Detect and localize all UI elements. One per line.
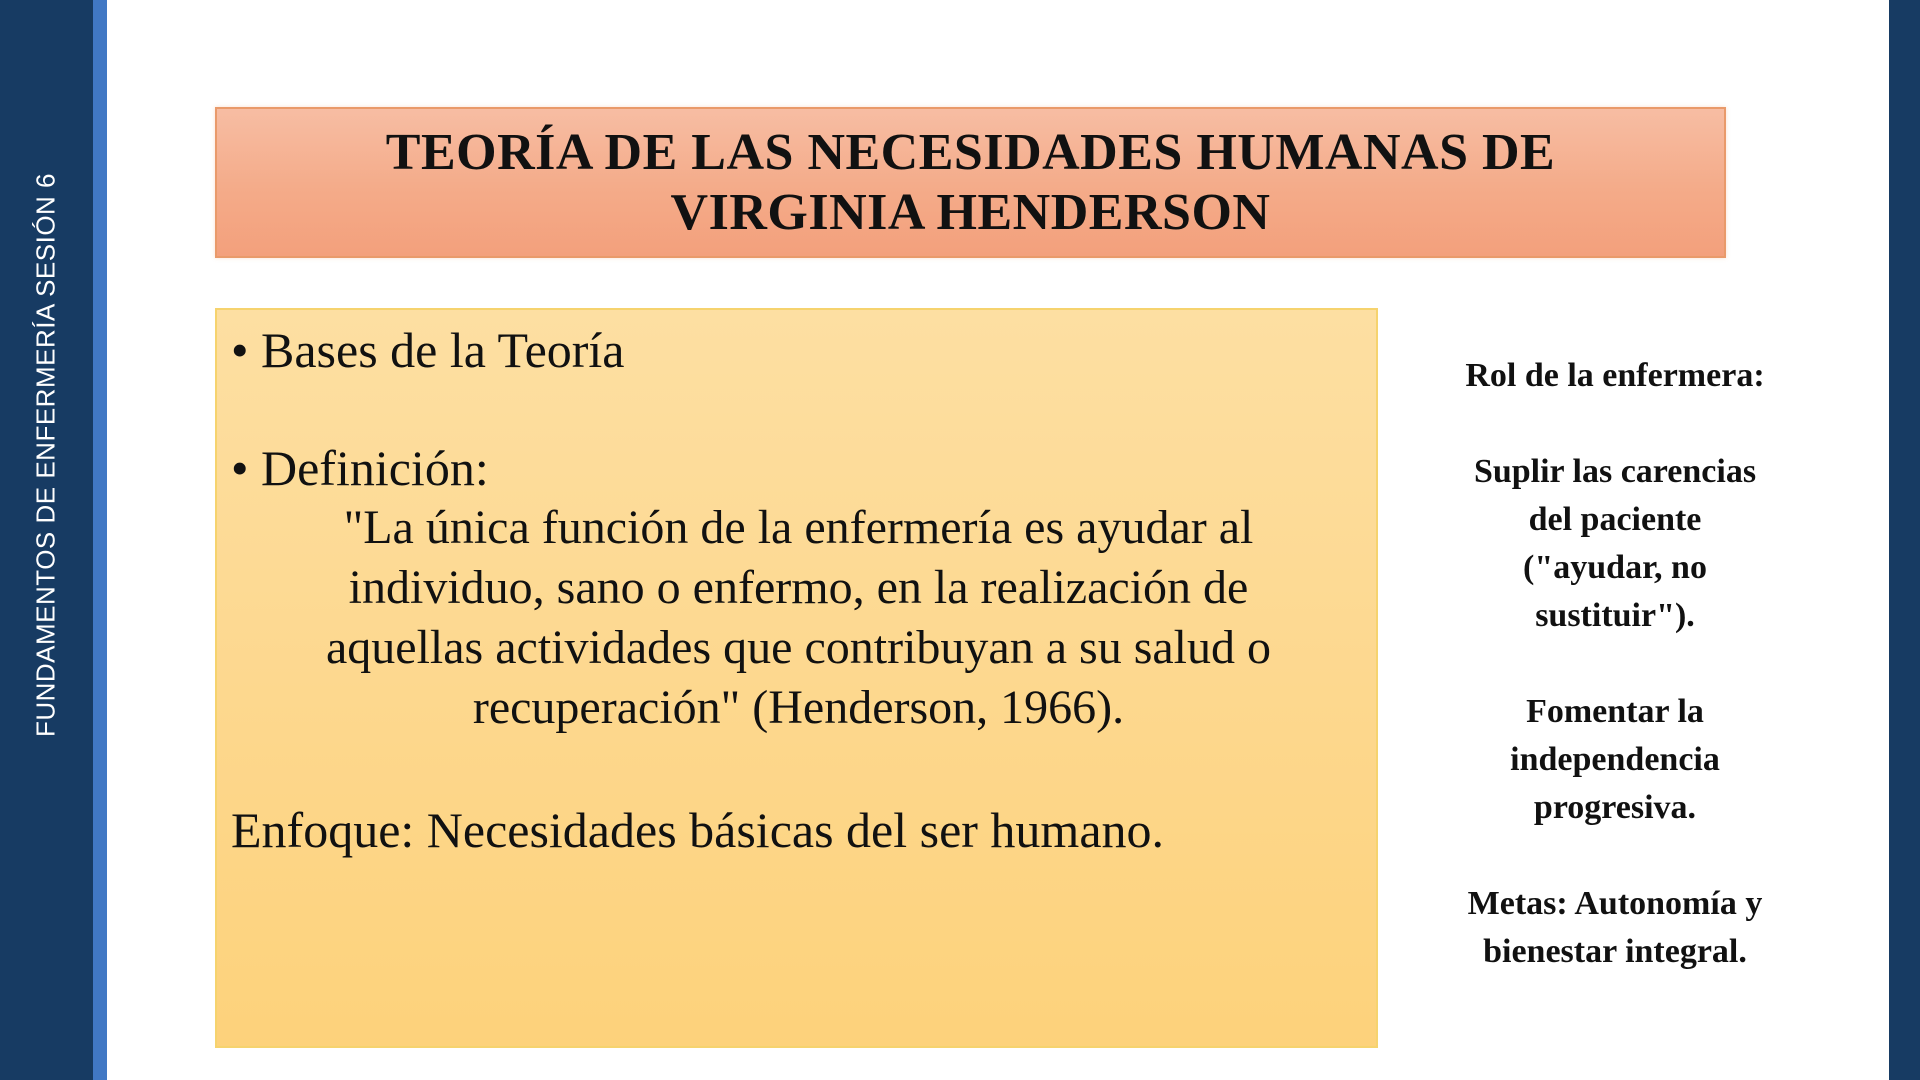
role-block1-line: sustituir"). — [1535, 597, 1695, 634]
role-block1-line: ("ayudar, no — [1523, 549, 1707, 586]
definition-quote — [217, 498, 1380, 738]
role-goals-line: Metas: Autonomía y — [1467, 885, 1763, 922]
slide-title-line-1: TEORÍA DE LAS NECESIDADES HUMANAS DE — [385, 123, 1556, 181]
bullet-dot-icon: • — [231, 440, 249, 496]
bullet-bases-text: Bases de la Teoría — [261, 322, 625, 378]
focus-statement: Enfoque: Necesidades básicas del ser humano. — [231, 802, 1165, 858]
quote-line: aquellas actividades que contribuyan a su salud o — [325, 621, 1272, 674]
left-sidebar-bar — [0, 0, 93, 1080]
quote-line: "La única función de la enfermería es ayudar al — [343, 501, 1254, 554]
nurse-role-column — [1430, 352, 1800, 976]
slide-title-box — [215, 107, 1726, 258]
role-heading: Rol de la enfermera: — [1465, 357, 1765, 394]
quote-line: recuperación" (Henderson, 1966). — [472, 681, 1125, 734]
bullet-definition-text: Definición: — [261, 440, 489, 496]
role-block2-line: Fomentar la — [1526, 693, 1704, 730]
right-sidebar-bar — [1889, 0, 1920, 1080]
theory-content-box — [215, 308, 1378, 1048]
bullet-definition — [231, 438, 489, 498]
quote-line: individuo, sano o enfermo, en la realización de — [348, 561, 1249, 614]
slide-title-line-2: VIRGINIA HENDERSON — [670, 183, 1271, 241]
role-goals-line: bienestar integral. — [1483, 933, 1747, 970]
left-accent-stripe — [93, 0, 107, 1080]
role-block2-line: progresiva. — [1533, 789, 1697, 826]
bullet-dot-icon: • — [231, 322, 249, 378]
role-block1-line: Suplir las carencias — [1473, 453, 1757, 490]
course-session-label: FUNDAMENTOS DE ENFERMERÍA SESIÓN 6 — [30, 172, 61, 738]
bullet-bases — [231, 320, 625, 380]
role-block2-line: independencia — [1510, 741, 1720, 778]
role-block1-line: del paciente — [1528, 501, 1702, 538]
